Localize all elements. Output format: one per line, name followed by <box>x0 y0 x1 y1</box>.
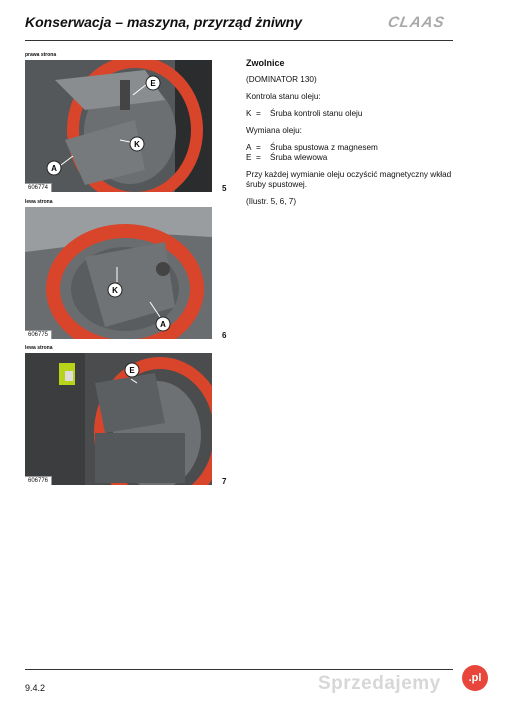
change-legend <box>246 143 456 163</box>
figure-5-caption: prawa strona <box>25 52 57 58</box>
figure-7-photo <box>25 353 212 485</box>
svg-text:E: E <box>150 79 156 88</box>
final-drive-right-illustration <box>25 60 212 192</box>
figure-7-number: 7 <box>222 477 227 486</box>
svg-text:A: A <box>51 164 57 173</box>
section-subtitle: (DOMINATOR 130) <box>246 75 317 84</box>
final-drive-filler-illustration <box>25 353 212 485</box>
legend-item: A = Śruba spustowa z magnesem <box>246 143 378 152</box>
svg-text:K: K <box>134 140 140 149</box>
figure-7-caption: lewa strona <box>25 345 53 351</box>
figure-6-id: 606775 <box>25 330 52 339</box>
legend-item: K = Śruba kontroli stanu oleju <box>246 109 363 118</box>
svg-text:A: A <box>160 320 166 329</box>
page-number: 9.4.2 <box>25 683 46 693</box>
figure-6-number: 6 <box>222 331 227 340</box>
figure-7-id: 606776 <box>25 476 52 485</box>
header-divider <box>25 40 453 41</box>
page-title: Konserwacja – maszyna, przyrząd żniwny <box>25 14 302 30</box>
svg-text:K: K <box>112 286 118 295</box>
claas-logo: CLAAS <box>386 14 447 31</box>
section-title: Zwolnice <box>246 58 285 68</box>
instructions-column <box>246 58 456 214</box>
figure-reference: (Ilustr. 5, 6, 7) <box>246 197 297 206</box>
check-heading: Kontrola stanu oleju: <box>246 92 321 101</box>
footer-divider <box>25 669 453 670</box>
figure-5-photo <box>25 60 212 192</box>
figure-6-photo <box>25 207 212 339</box>
figure-5-number: 5 <box>222 184 227 193</box>
legend-item: E = Śruba wlewowa <box>246 153 328 162</box>
watermark: Sprzedajemy <box>318 673 441 694</box>
figure-5-id: 606774 <box>25 183 52 192</box>
check-legend <box>246 109 456 119</box>
svg-text:E: E <box>129 366 135 375</box>
final-drive-left-illustration <box>25 207 212 339</box>
figure-6-caption: lewa strona <box>25 199 53 205</box>
maintenance-note: Przy każdej wymianie oleju oczyścić magnetyczny wkład śruby spustowej. <box>246 170 452 189</box>
watermark-badge: .pl <box>462 665 488 691</box>
change-heading: Wymiana oleju: <box>246 126 302 135</box>
